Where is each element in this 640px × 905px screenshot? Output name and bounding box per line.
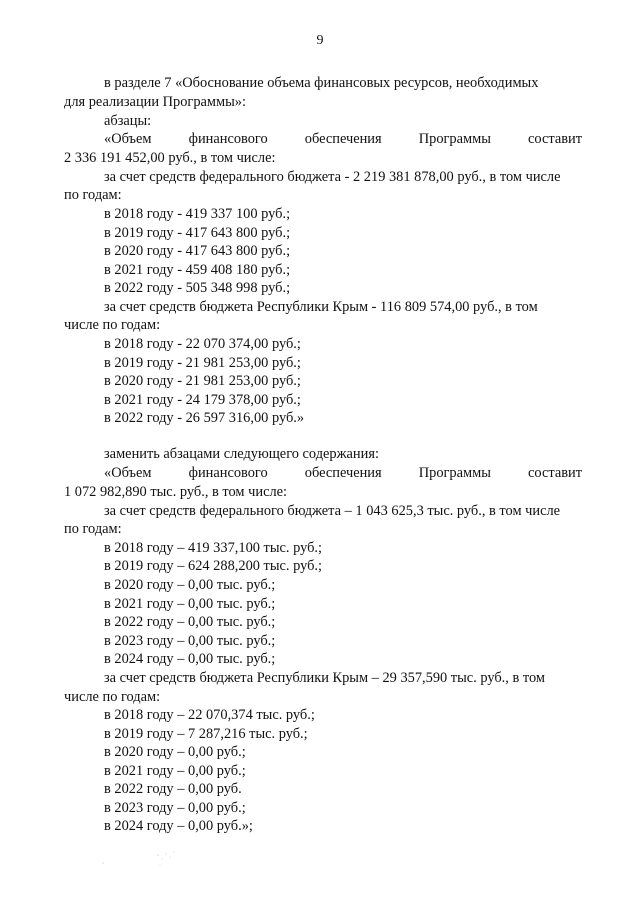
heading-word: Программы	[418, 131, 491, 147]
old-crimea-year: в 2021 году - 24 179 378,00 руб.;	[104, 392, 301, 408]
heading-word: обеспечения	[304, 465, 382, 481]
intro-line-2: для реализации Программы»:	[64, 94, 246, 110]
new-crimea-year: в 2020 году – 0,00 руб.;	[104, 744, 246, 760]
heading-word: финансового	[188, 465, 268, 481]
heading-word: составит	[528, 465, 582, 481]
new-federal-line-1: за счет средств федерального бюджета – 1 043 625,3 тыс. руб., в том числе	[104, 503, 561, 519]
old-federal-year: в 2022 году - 505 348 998 руб.;	[104, 280, 291, 296]
old-crimea-year: в 2018 году - 22 070 374,00 руб.;	[104, 336, 301, 352]
new-crimea-year: в 2024 году – 0,00 руб.»;	[104, 818, 253, 834]
old-federal-year: в 2018 году - 419 337 100 руб.;	[104, 206, 291, 222]
new-federal-year: в 2018 году – 419 337,100 тыс. руб.;	[104, 540, 323, 556]
heading-word: финансового	[188, 131, 268, 147]
new-crimea-year: в 2022 году – 0,00 руб.	[104, 781, 242, 797]
old-crimea-line-1: за счет средств бюджета Республики Крым - 116 809 574,00 руб., в том	[104, 299, 538, 315]
new-federal-year: в 2021 году – 0,00 тыс. руб.;	[104, 596, 276, 612]
new-federal-year: в 2022 году – 0,00 тыс. руб.;	[104, 614, 276, 630]
page-number: 9	[316, 33, 324, 48]
old-heading-line	[104, 131, 582, 148]
new-crimea-line-1: за счет средств бюджета Республики Крым – 29 357,590 тыс. руб., в том	[104, 670, 545, 686]
new-crimea-year: в 2019 году – 7 287,216 тыс. руб.;	[104, 726, 308, 742]
old-crimea-year: в 2019 году - 21 981 253,00 руб.;	[104, 355, 301, 371]
old-federal-year: в 2019 году - 417 643 800 руб.;	[104, 225, 291, 241]
new-crimea-year: в 2023 году – 0,00 руб.;	[104, 800, 246, 816]
new-federal-line-2: по годам:	[64, 521, 122, 537]
new-crimea-year: в 2021 году – 0,00 руб.;	[104, 763, 246, 779]
new-heading-line	[104, 465, 582, 482]
abzacy-label: абзацы:	[104, 113, 152, 129]
old-federal-line-2: по годам:	[64, 187, 122, 203]
old-federal-year: в 2020 году - 417 643 800 руб.;	[104, 243, 291, 259]
old-crimea-year: в 2022 году - 26 597 316,00 руб.»	[104, 410, 305, 426]
intro-line-1: в разделе 7 «Обоснование объема финансовых ресурсов, необходимых	[104, 75, 539, 91]
old-crimea-line-2: числе по годам:	[64, 317, 161, 333]
heading-word: Программы	[418, 465, 491, 481]
replace-line: заменить абзацами следующего содержания:	[104, 446, 379, 462]
old-crimea-year: в 2020 году - 21 981 253,00 руб.;	[104, 373, 301, 389]
heading-word: «Объем	[104, 465, 152, 481]
heading-word: обеспечения	[304, 131, 382, 147]
new-federal-year: в 2020 году – 0,00 тыс. руб.;	[104, 577, 276, 593]
old-federal-year: в 2021 году - 459 408 180 руб.;	[104, 262, 291, 278]
new-crimea-year: в 2018 году – 22 070,374 тыс. руб.;	[104, 707, 315, 723]
scan-specks	[100, 845, 190, 875]
new-federal-year: в 2019 году – 624 288,200 тыс. руб.;	[104, 558, 323, 574]
heading-word: «Объем	[104, 131, 152, 147]
new-federal-year: в 2024 году – 0,00 тыс. руб.;	[104, 651, 276, 667]
old-total: 2 336 191 452,00 руб., в том числе:	[64, 150, 276, 166]
new-total: 1 072 982,890 тыс. руб., в том числе:	[64, 484, 288, 500]
new-federal-year: в 2023 году – 0,00 тыс. руб.;	[104, 633, 276, 649]
heading-word: составит	[528, 131, 582, 147]
old-federal-line-1: за счет средств федерального бюджета - 2 219 381 878,00 руб., в том числе	[104, 169, 561, 185]
new-crimea-line-2: числе по годам:	[64, 689, 161, 705]
